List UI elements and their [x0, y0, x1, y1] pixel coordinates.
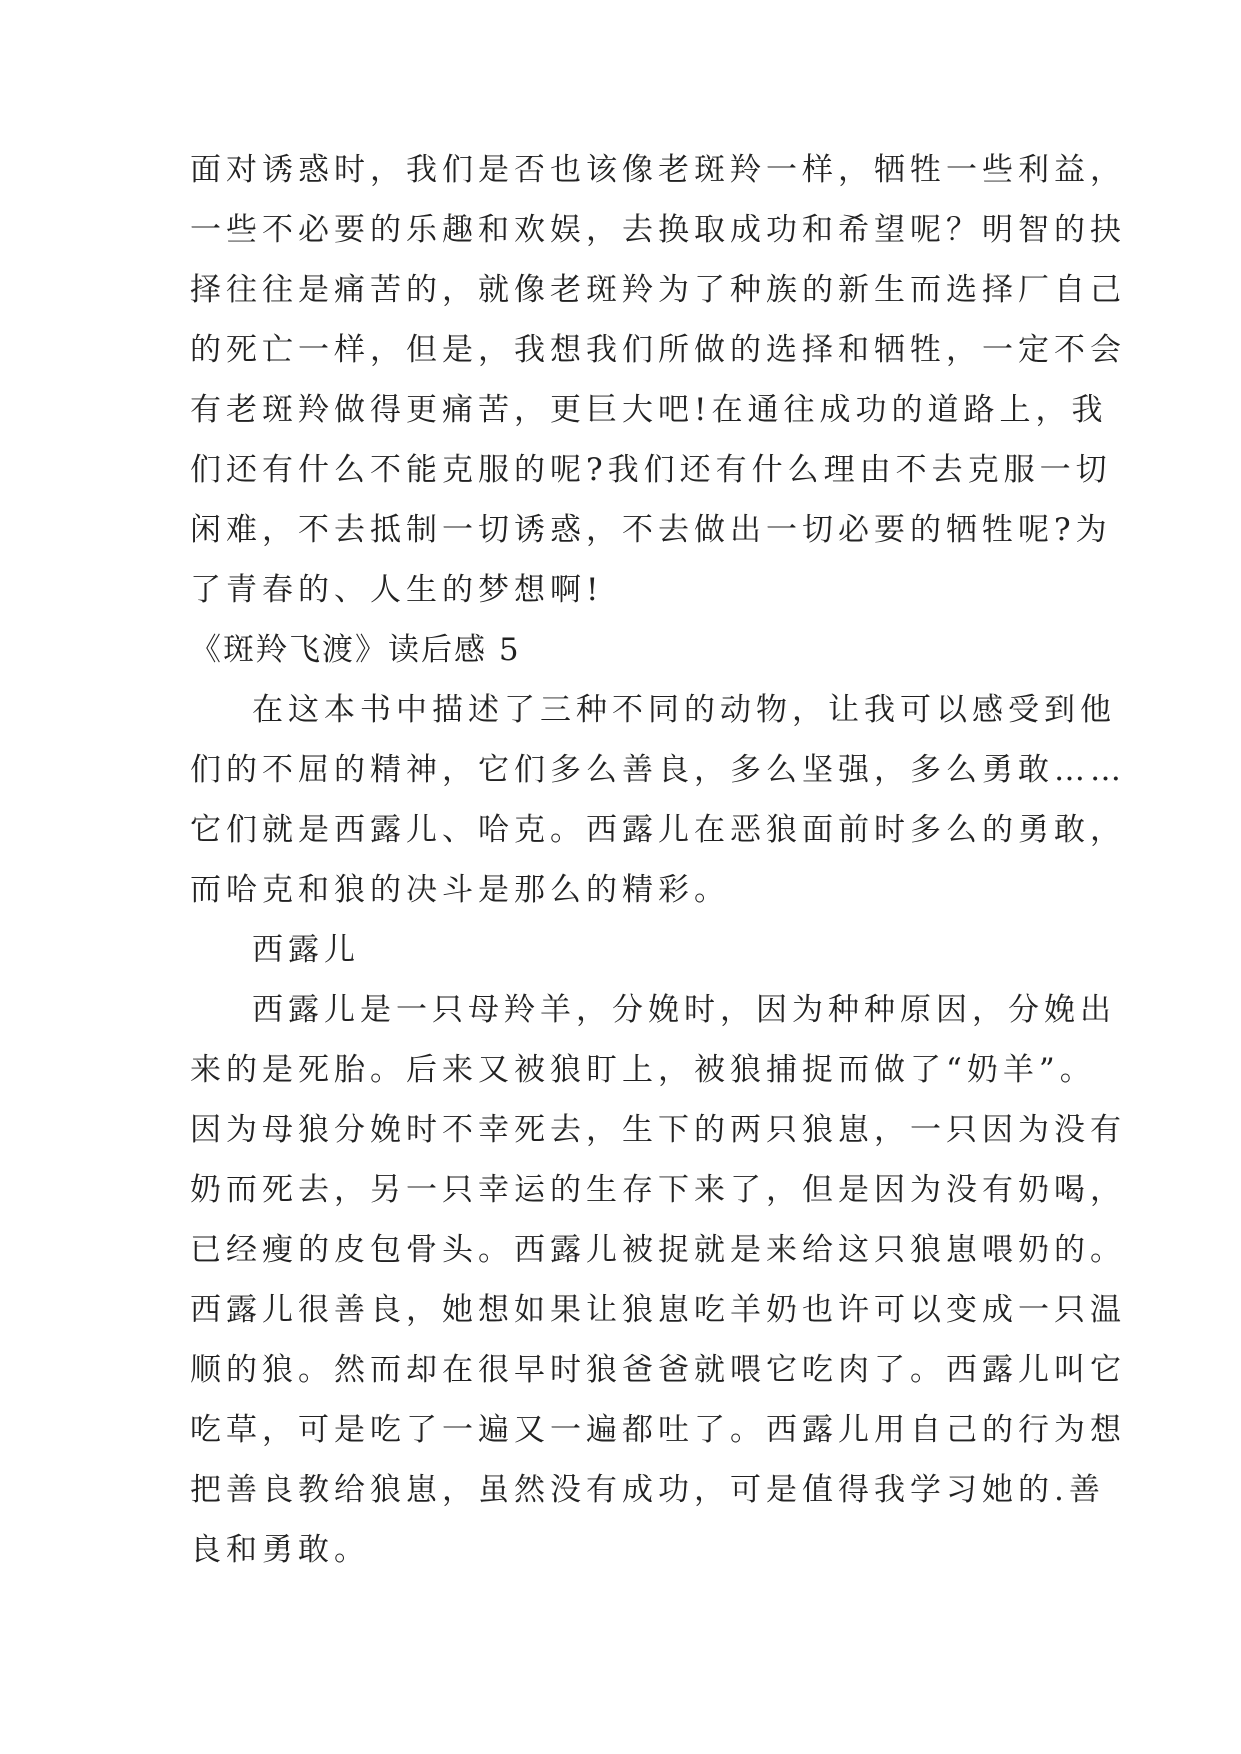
- text-line: 西露儿很善良，她想如果让狼崽吃羊奶也许可以变成一只温: [190, 1292, 1126, 1328]
- text-line: 奶而死去，另一只幸运的生存下来了，但是因为没有奶喝，: [190, 1172, 1126, 1208]
- text-line: 们的不屈的精神，它们多么善良，多么坚强，多么勇敢……: [190, 752, 1126, 788]
- text-line: 面对诱惑时，我们是否也该像老斑羚一样，牺牲一些利益，: [190, 152, 1126, 188]
- section-heading: 《斑羚飞渡》读后感 5: [190, 632, 521, 668]
- text-line: 来的是死胎。后来又被狼盯上，被狼捕捉而做了“奶羊”。: [190, 1052, 1096, 1088]
- text-line: 它们就是西露儿、哈克。西露儿在恶狼面前时多么的勇敢，: [190, 812, 1126, 848]
- text-line: 西露儿是一只母羚羊，分娩时，因为种种原因，分娩出: [252, 992, 1116, 1028]
- text-line: 因为母狼分娩时不幸死去，生下的两只狼崽，一只因为没有: [190, 1112, 1126, 1148]
- text-line: 已经瘦的皮包骨头。西露儿被捉就是来给这只狼崽喂奶的。: [190, 1232, 1126, 1268]
- paragraph-1: [190, 140, 1126, 620]
- text-line: 吃草，可是吃了一遍又一遍都吐了。西露儿用自己的行为想: [190, 1412, 1126, 1448]
- text-line: 一些不必要的乐趣和欢娱，去换取成功和希望呢？明智的抉: [190, 212, 1126, 248]
- paragraph-3: [190, 980, 1126, 1580]
- text-line: 择往往是痛苦的，就像老斑羚为了种族的新生而选择厂自己: [190, 272, 1126, 308]
- text-line: 的死亡一样，但是，我想我们所做的选择和牺牲，一定不会: [190, 332, 1126, 368]
- document-body: [190, 140, 1126, 1580]
- text-line: 在这本书中描述了三种不同的动物，让我可以感受到他: [252, 692, 1116, 728]
- paragraph-2: [190, 680, 1126, 920]
- text-line: 而哈克和狼的决斗是那么的精彩。: [190, 872, 730, 908]
- text-line: 有老斑羚做得更痛苦，更巨大吧!在通往成功的道路上，我: [190, 392, 1108, 428]
- text-line: 顺的狼。然而却在很早时狼爸爸就喂它吃肉了。西露儿叫它: [190, 1352, 1126, 1388]
- text-line: 把善良教给狼崽，虽然没有成功，可是值得我学习她的.善: [190, 1472, 1105, 1508]
- subheading: 西露儿: [252, 932, 360, 968]
- text-line: 闲难，不去抵制一切诱惑，不去做出一切必要的牺牲呢?为: [190, 512, 1112, 548]
- text-line: 们还有什么不能克服的呢?我们还有什么理由不去克服一切: [190, 452, 1112, 488]
- text-line: 了青春的、人生的梦想啊!: [190, 572, 604, 608]
- text-line: 良和勇敢。: [190, 1532, 370, 1568]
